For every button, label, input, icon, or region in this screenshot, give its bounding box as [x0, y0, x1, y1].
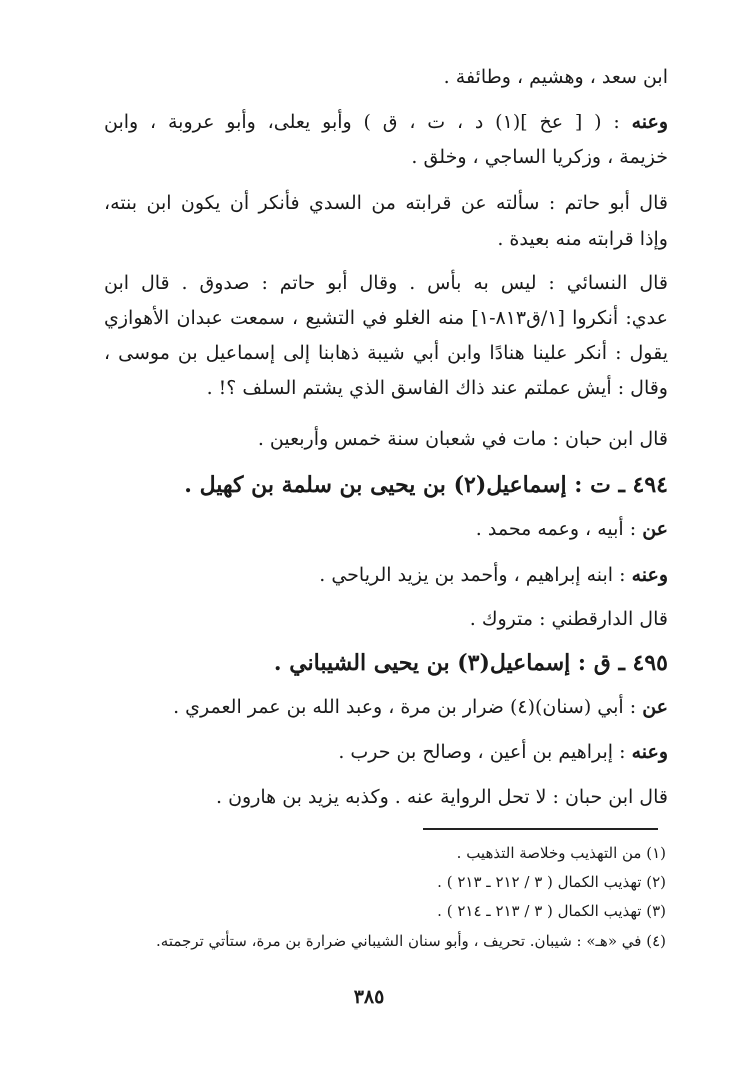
text-line: قال الدارقطني : متروك .: [469, 608, 668, 630]
footnote: (٢) تهذيب الكمال ( ٣ / ٢١٢ ـ ٢١٣ ) .: [437, 873, 666, 891]
line-label: عن: [642, 518, 668, 540]
text-line: عن : أبيه ، وعمه محمد .: [475, 518, 668, 540]
footnote: (٤) في «هـ» : شيبان. تحريف ، وأبو سنان الشيباني ضرارة بن مرة، ستأتي ترجمته.: [156, 932, 666, 950]
text-line: ابن سعد ، وهشيم ، وطائفة .: [443, 66, 668, 88]
text-line: قال ابن حبان : مات في شعبان سنة خمس وأربعين .: [257, 428, 668, 450]
entry-heading-495: ٤٩٥ ـ ق : إسماعيل(٣) بن يحيى الشيباني .: [273, 650, 668, 676]
line-label: عن: [642, 696, 668, 718]
footnote-divider: [423, 828, 658, 830]
text-line: قال أبو حاتم : سألته عن قرابته من السدي فأنكر أن يكون ابن بنته،: [104, 192, 668, 214]
footnote: (٣) تهذيب الكمال ( ٣ / ٢١٣ ـ ٢١٤ ) .: [437, 902, 666, 920]
text-line: وعنه : ابنه إبراهيم ، وأحمد بن يزيد الرياحي .: [319, 564, 668, 586]
text-line: يقول : أنكر علينا هنادًا وابن أبي شيبة ذهابنا إلى إسماعيل بن موسى ،: [104, 342, 668, 364]
text-line: عن : أبي (سنان)(٤) ضرار بن مرة ، وعبد الله بن عمر العمري .: [173, 696, 668, 718]
text-line: وإذا قرابته منه بعيدة .: [497, 228, 668, 250]
text-line: وعنه : إبراهيم بن أعين ، وصالح بن حرب .: [338, 741, 668, 763]
entry-heading-494: ٤٩٤ ـ ت : إسماعيل(٢) بن يحيى بن سلمة بن كهيل .: [184, 472, 668, 498]
text-line: خزيمة ، وزكريا الساجي ، وخلق .: [411, 146, 668, 168]
line-label: وعنه: [631, 741, 668, 763]
text-line: وعنه : ( [ عخ ](١) د ، ت ، ق ) وأبو يعلى، وأبو عروبة ، وابن: [104, 111, 668, 133]
text-line: وقال : أيش عملتم عند ذاك الفاسق الذي يشتم السلف ؟! .: [206, 377, 668, 399]
footnote: (١) من التهذيب وخلاصة التذهيب .: [456, 844, 666, 862]
text-line: قال ابن حبان : لا تحل الرواية عنه . وكذبه يزيد بن هارون .: [215, 786, 668, 808]
line-label: وعنه: [631, 564, 668, 586]
text-line: عدي: أنكروا [١/ق٨١٣-١] منه الغلو في التشيع ، سمعت عبدان الأهوازي: [104, 307, 668, 329]
line-label: وعنه: [631, 111, 668, 133]
page-number: ٣٨٥: [353, 986, 385, 1008]
text-line: قال النسائي : ليس به بأس . وقال أبو حاتم : صدوق . قال ابن: [104, 272, 668, 294]
